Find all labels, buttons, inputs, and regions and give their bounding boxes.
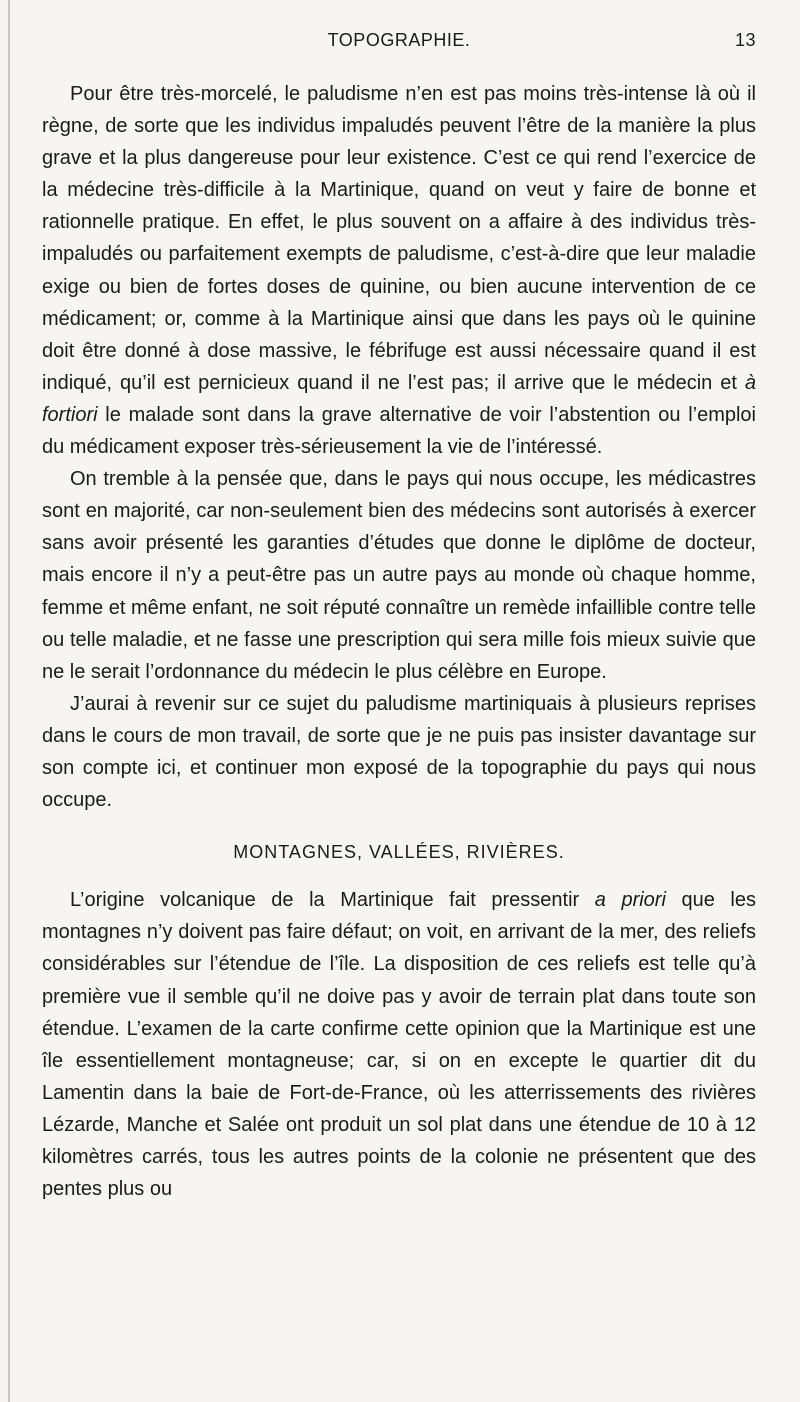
- paragraph-1-text-a: Pour être très-morcelé, le paludisme n’en est pas moins très-intense là où il règne, de sorte que les individus impaludés peuvent l’être de la manière la plus grave et la plus dangereuse pour leur existence. C’est ce qui rend l’exercice de la médecine très-difficile à la Martinique, quand on veut y faire de bonne et rationnelle pratique. En effet, le plus souvent on a affaire à des individus très-impaludés ou parfaitement exempts de paludisme, c’est-à-dire que leur maladie exige ou bien de fortes doses de quinine, ou bien aucune intervention de ce médicament; or, comme à la Martinique ainsi que dans les pays où le quinine doit être donné à dose massive, le fébrifuge est aussi nécessaire quand il est indiqué, qu’il est pernicieux quand il ne l’est pas; il arrive que le médecin et: [42, 83, 756, 394]
- paragraph-1-text-b: le malade sont dans la grave alternative de voir l’abstention ou l’emploi du médicament exposer très-sérieusement la vie de l’intéressé.: [42, 403, 756, 459]
- paragraph-4: [42, 884, 756, 1205]
- paragraph-4-italic: a priori: [594, 889, 666, 912]
- section-heading: MONTAGNES, VALLÉES, RIVIÈRES.: [233, 842, 565, 863]
- paragraph-1: [42, 78, 756, 463]
- body-text: [42, 78, 756, 1205]
- paragraph-2: On tremble à la pensée que, dans le pays qui nous occupe, les médicastres sont en majorité, car non-seulement bien des médecins sont autorisés à exercer sans avoir présenté les garanties d’études que donne le diplôme de docteur, mais encore il n’y a peut-être pas un autre pays au monde où chaque homme, femme et même enfant, ne soit réputé connaître un remède infaillible contre telle ou telle maladie, et ne fasse une prescription qui sera mille fois mieux suivie que ne le serait l’ordonnance du médecin le plus célèbre en Europe.: [42, 468, 756, 683]
- book-page: [42, 30, 756, 1205]
- running-header: [42, 30, 756, 60]
- page-edge-line: [8, 0, 10, 1402]
- running-title: TOPOGRAPHIE.: [327, 30, 471, 50]
- paragraph-4-text-a: L’origine volcanique de la Martinique fait pressentir: [70, 889, 595, 912]
- paragraph-4-text-b: que les montagnes n’y doivent pas faire défaut; on voit, en arrivant de la mer, des reliefs considérables sur l’étendue de l’île. La disposition de ces reliefs est telle qu’à première vue il semble qu’il ne doive pas y avoir de terrain plat dans toute son étendue. L’examen de la carte confirme cette opinion que la Martinique est une île essentiellement montagneuse; car, si on en excepte le quartier dit du Lamentin dans la baie de Fort-de-France, où les atterrissements des rivières Lézarde, Manche et Salée ont produit un sol plat dans une étendue de 10 à 12 kilomètres carrés, tous les autres points de la colonie ne présentent que des pentes plus ou: [42, 889, 756, 1201]
- paragraph-3: J’aurai à revenir sur ce sujet du paludisme martiniquais à plusieurs reprises dans le cours de mon travail, de sorte que je ne puis pas insister davantage sur son compte ici, et continuer mon exposé de la topographie du pays qui nous occupe.: [42, 692, 756, 812]
- page-number: 13: [734, 30, 756, 50]
- paragraph-1-italic: à fortiori: [42, 371, 756, 426]
